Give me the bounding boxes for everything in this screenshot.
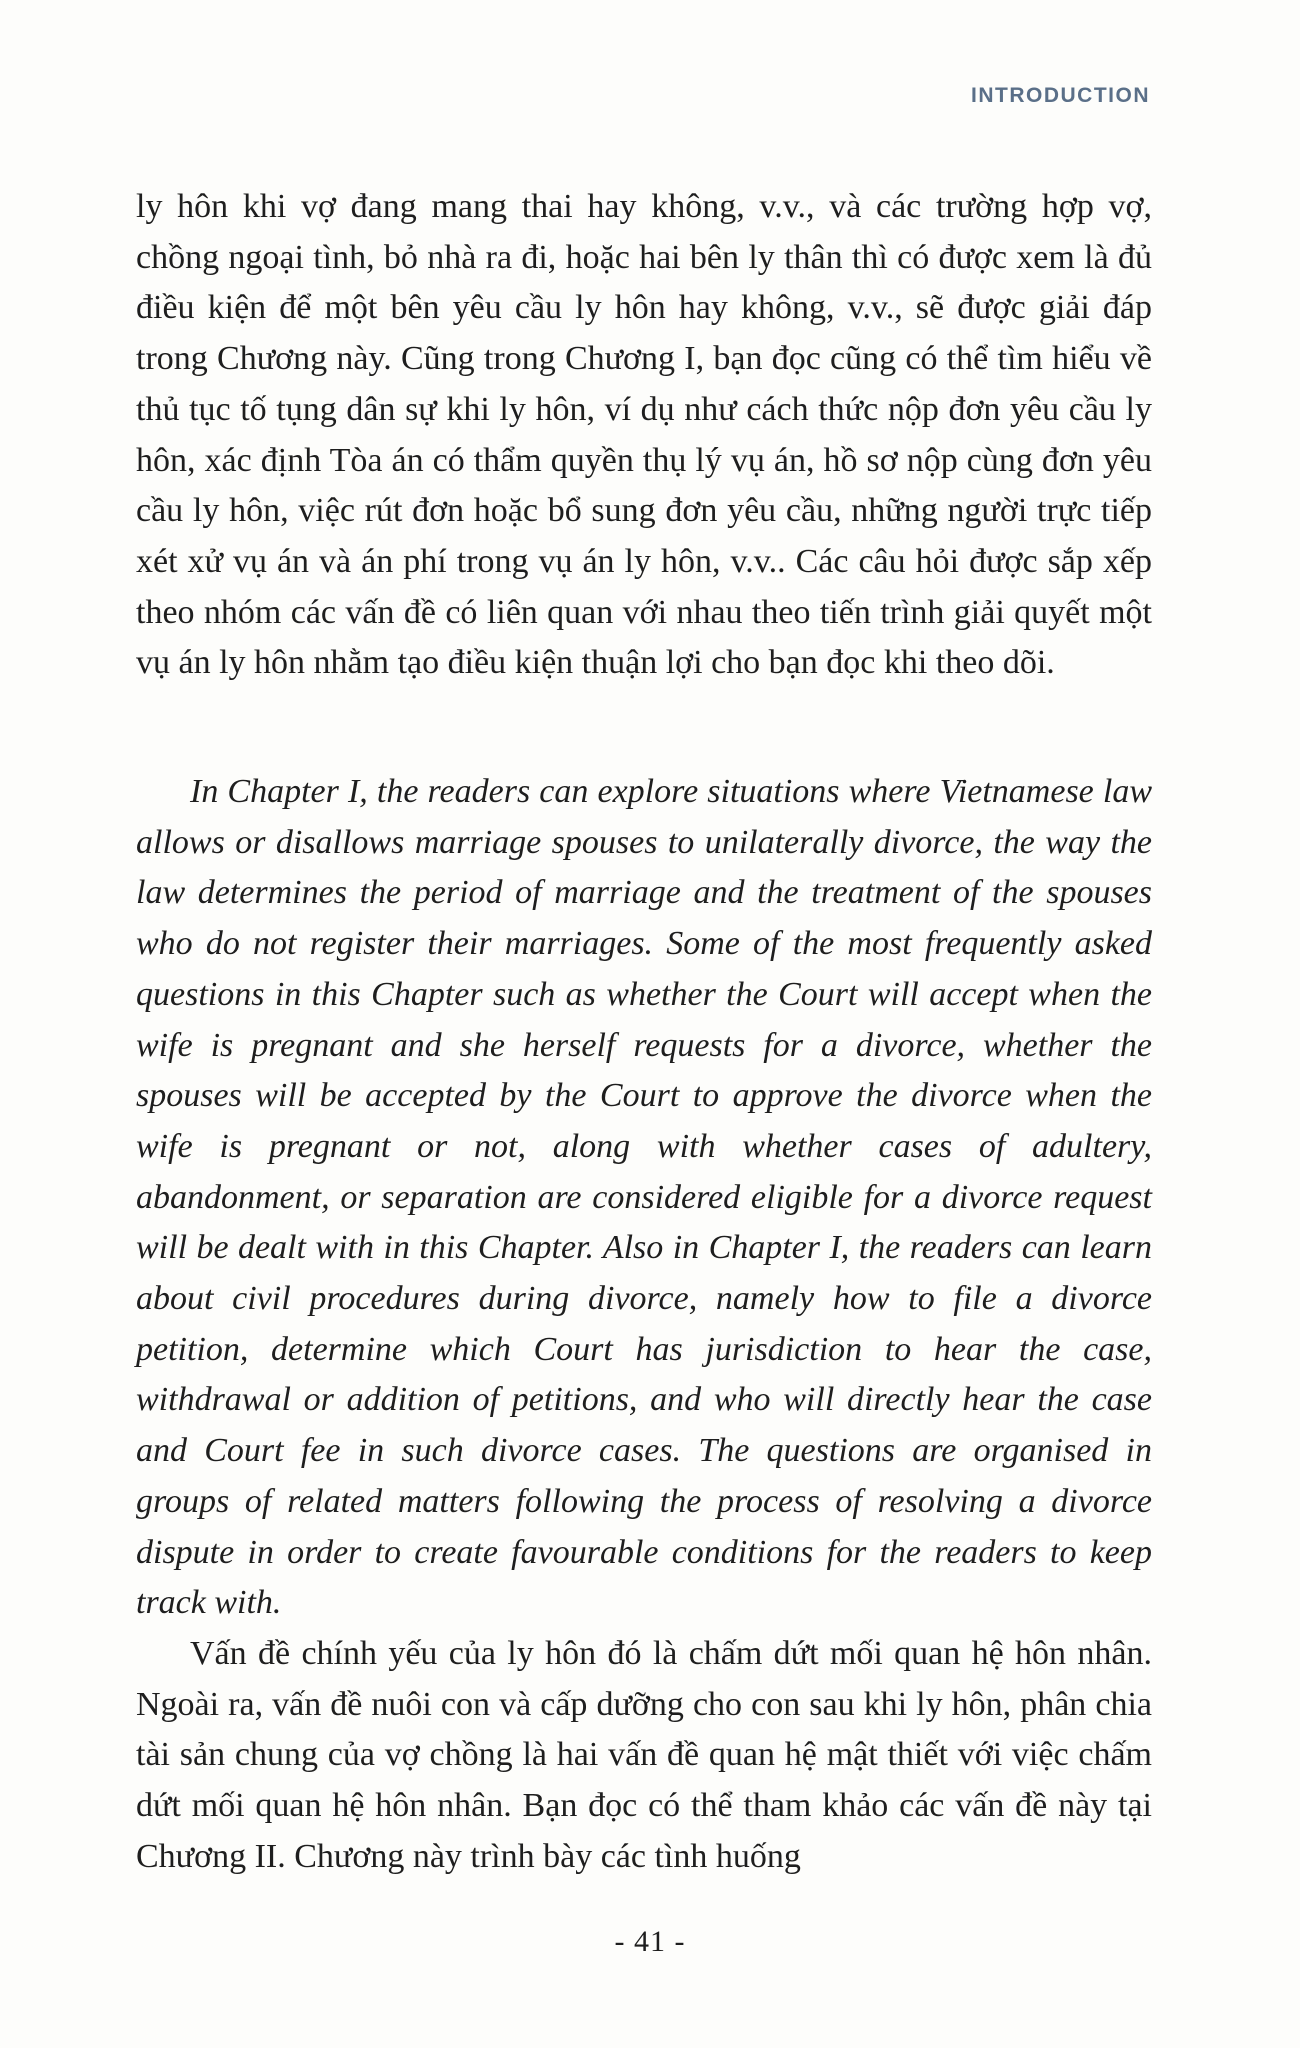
paragraph-vietnamese-1 (136, 182, 1152, 689)
paragraph-english-translation (136, 767, 1152, 1629)
page-number: - 41 - (614, 1925, 686, 1958)
paragraph-text: Vấn đề chính yếu của ly hôn đó là chấm dứt mối quan hệ hôn nhân. Ngoài ra, vấn đề nuôi con và cấp dưỡng cho con sau khi ly hôn, phân chia tài sản chung của vợ chồng là hai vấn đề quan hệ mật thiết với việc chấm dứt mối quan hệ hôn nhân. Bạn đọc có thể tham khảo các vấn đề này tại Chương II. Chương này trình bày các tình huống (136, 1635, 1152, 1875)
paragraph-vietnamese-2 (136, 1629, 1152, 1883)
running-header: INTRODUCTION (971, 84, 1150, 107)
paragraph-text: ly hôn khi vợ đang mang thai hay không, v.v., và các trường hợp vợ, chồng ngoại tình, bỏ nhà ra đi, hoặc hai bên ly thân thì có được xem là đủ điều kiện để một bên yêu cầu ly hôn hay không, v.v., sẽ được giải đáp trong Chương này. Cũng trong Chương I, bạn đọc cũng có thể tìm hiểu về thủ tục tố tụng dân sự khi ly hôn, ví dụ như cách thức nộp đơn yêu cầu ly hôn, xác định Tòa án có thẩm quyền thụ lý vụ án, hồ sơ nộp cùng đơn yêu cầu ly hôn, việc rút đơn hoặc bổ sung đơn yêu cầu, những người trực tiếp xét xử vụ án và án phí trong vụ án ly hôn, v.v.. Các câu hỏi được sắp xếp theo nhóm các vấn đề có liên quan với nhau theo tiến trình giải quyết một vụ án ly hôn nhằm tạo điều kiện thuận lợi cho bạn đọc khi theo dõi. (136, 188, 1152, 682)
paragraph-text: In Chapter I, the readers can explore situations where Vietnamese law allows or disallows marriage spouses to unilaterally divorce, the way the law determines the period of marriage and the treatment of the spouses who do not register their marriages. Some of the most frequently asked questions in this Chapter such as whether the Court will accept when the wife is pregnant and she herself requests for a divorce, whether the spouses will be accepted by the Court to approve the divorce when the wife is pregnant or not, along with whether cases of adultery, abandonment, or separation are considered eligible for a divorce request will be dealt with in this Chapter. Also in Chapter I, the readers can learn about civil procedures during divorce, namely how to file a divorce petition, determine which Court has jurisdiction to hear the case, withdrawal or addition of petitions, and who will directly hear the case and Court fee in such divorce cases. The questions are organised in groups of related matters following the process of resolving a divorce dispute in order to create favourable conditions for the readers to keep track with. (136, 773, 1152, 1622)
